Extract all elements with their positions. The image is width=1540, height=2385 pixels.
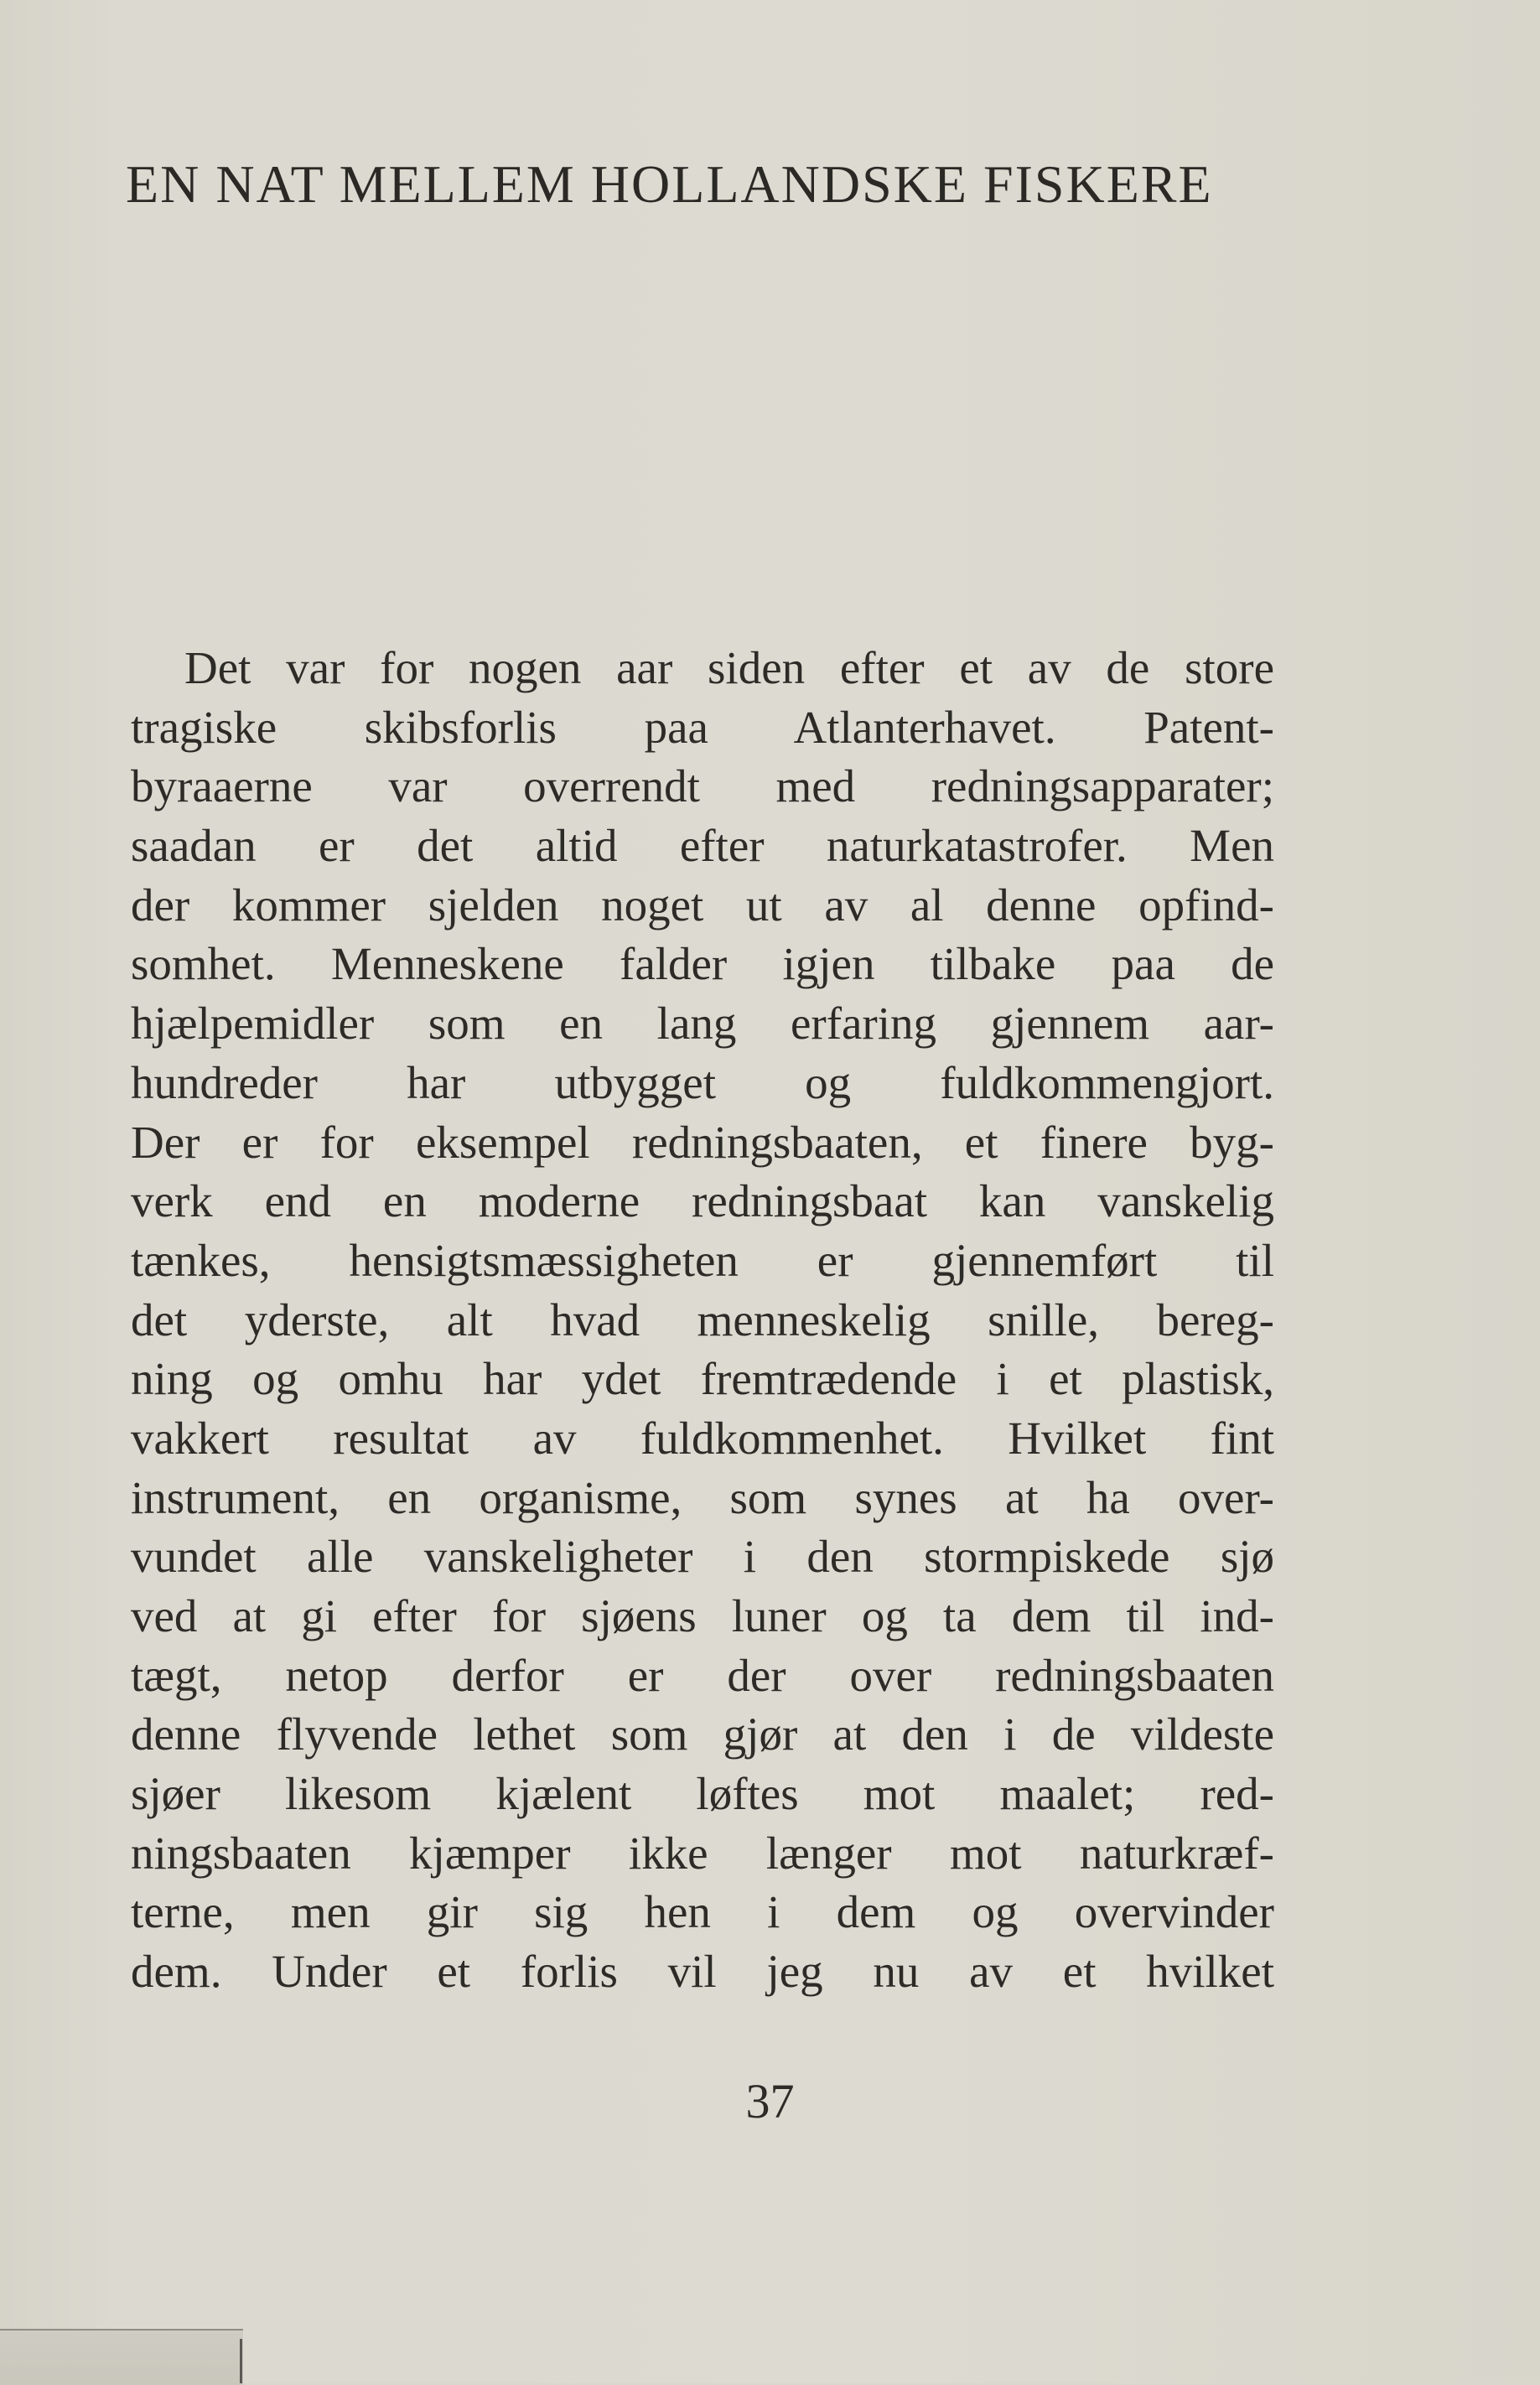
text-line: dem. Under et forlis vil jeg nu av et hvilket [131,1946,1274,1998]
chapter-title: EN NAT MELLEM HOLLANDSKE FISKERE [126,154,1213,214]
body-text [131,639,1274,2002]
text-line: terne, men gir sig hen i dem og overvinder [131,1886,1274,1938]
text-line: vundet alle vanskeligheter i den stormpiskede sjø [131,1531,1274,1583]
text-line: ved at gi efter for sjøens luner og ta dem til ind- [131,1590,1274,1641]
text-line: tægt, netop derfor er der over redningsbaaten [131,1649,1274,1701]
page-number: 37 [745,2074,795,2128]
text-line: somhet. Menneskene falder igjen tilbake paa de [131,938,1274,990]
text-line: verk end en moderne redningsbaat kan vanskelig [131,1175,1274,1227]
text-line: Der er for eksempel redningsbaaten, et finere byg- [131,1116,1274,1168]
text-line: saadan er det altid efter naturkatastrofer. Men [131,820,1274,872]
text-line: tænkes, hensigtsmæssigheten er gjennemført til [131,1234,1274,1286]
text-line: sjøer likesom kjælent løftes mot maalet; red- [131,1768,1274,1820]
text-line: der kommer sjelden noget ut av al denne opfind- [131,879,1274,931]
text-line: det yderste, alt hvad menneskelig snille, bereg- [131,1294,1274,1345]
text-line: instrument, en organisme, som synes at ha over- [131,1471,1274,1523]
page-edge-tick [240,2339,242,2383]
text-line: ning og omhu har ydet fremtrædende i et plastisk, [131,1353,1274,1405]
text-line: byraaerne var overrendt med redningsapparater; [131,760,1274,812]
text-line: hundreder har utbygget og fuldkommengjort. [131,1056,1274,1108]
text-line: vakkert resultat av fuldkommenhet. Hvilket fint [131,1412,1274,1464]
text-line: hjælpemidler som en lang erfaring gjennem aar- [131,998,1274,1050]
text-line: ningsbaaten kjæmper ikke længer mot naturkræf- [131,1827,1274,1879]
text-line: Det var for nogen aar siden efter et av de store [184,642,1274,693]
text-line: denne flyvende lethet som gjør at den i de vildeste [131,1708,1274,1760]
text-line: tragiske skibsforlis paa Atlanterhavet. Patent- [131,701,1274,753]
page-edge-artifact [0,2329,243,2385]
